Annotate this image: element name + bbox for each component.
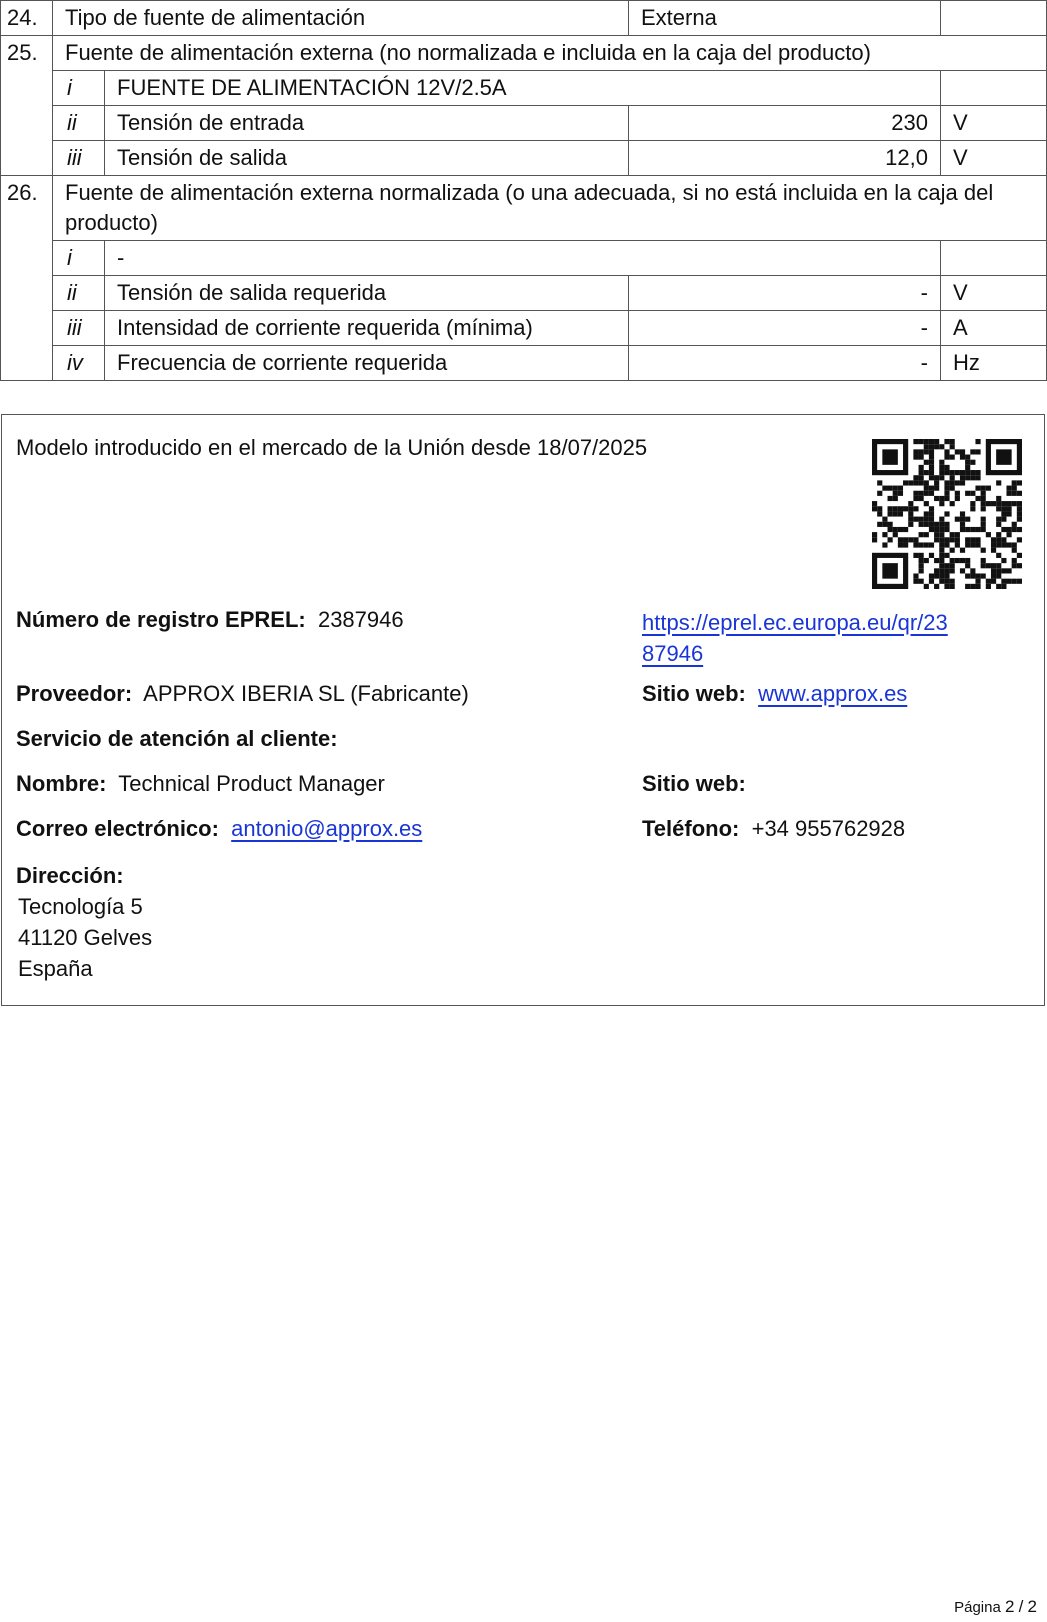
row-label: Tipo de fuente de alimentación (53, 1, 629, 36)
email-row (16, 816, 422, 842)
address-block (16, 860, 152, 984)
table-row-24 (1, 1, 1047, 36)
eprel-label: Número de registro EPREL: (16, 607, 306, 632)
row-unit (941, 1, 1047, 36)
table-row-26 (1, 176, 1047, 241)
subrow-value: - (629, 311, 941, 346)
eprel-url-line1[interactable]: https://eprel.ec.europa.eu/qr/23 (642, 610, 948, 635)
row-label: Fuente de alimentación externa normalizada (o una adecuada, si no está incluida en la caja del producto) (53, 176, 1047, 241)
row-number: 24. (1, 1, 53, 36)
subrow-index: iii (53, 311, 105, 346)
name-label: Nombre: (16, 771, 107, 796)
subrow-label: Intensidad de corriente requerida (mínima) (105, 311, 629, 346)
address-line: Tecnología 5 (18, 894, 143, 919)
subrow-label: Frecuencia de corriente requerida (105, 346, 629, 381)
subrow-index: ii (53, 106, 105, 141)
page-label: Página (954, 1599, 1001, 1616)
email-label: Correo electrónico: (16, 816, 219, 841)
eprel-link[interactable] (642, 607, 948, 669)
table-subrow (1, 346, 1047, 381)
email-link[interactable]: antonio@approx.es (231, 816, 423, 841)
subrow-value: 12,0 (629, 141, 941, 176)
website2-label: Sitio web: (642, 771, 746, 796)
subrow-label: Tensión de salida (105, 141, 629, 176)
row-number: 26. (1, 176, 53, 241)
subrow-index: iv (53, 346, 105, 381)
subrow-label: - (105, 241, 941, 276)
table-subrow (1, 311, 1047, 346)
phone-label: Teléfono: (642, 816, 740, 841)
website-label: Sitio web: (642, 681, 746, 706)
eprel-value: 2387946 (317, 607, 404, 632)
supplier-row (16, 681, 469, 707)
table-row-25 (1, 36, 1047, 71)
website-link[interactable]: www.approx.es (758, 681, 908, 706)
subrow-unit (941, 241, 1047, 276)
supplier-label: Proveedor: (16, 681, 133, 706)
supplier-value: APPROX IBERIA SL (Fabricante) (143, 681, 469, 706)
website-row (642, 681, 907, 707)
table-subrow (1, 241, 1047, 276)
subrow-value: 230 (629, 106, 941, 141)
page-current: 2 (1004, 1597, 1015, 1616)
subrow-unit: Hz (941, 346, 1047, 381)
qr-code-icon[interactable] (872, 439, 1022, 589)
subrow-label: Tensión de salida requerida (105, 276, 629, 311)
subrow-unit: V (941, 276, 1047, 311)
row-number: 25. (1, 36, 53, 71)
subrow-index: ii (53, 276, 105, 311)
address-line: 41120 Gelves (18, 925, 153, 950)
subrow-unit: V (941, 141, 1047, 176)
phone-value: +34 955762928 (751, 816, 906, 841)
subrow-index: i (53, 71, 105, 106)
table-subrow (1, 276, 1047, 311)
subrow-unit: A (941, 311, 1047, 346)
table-subrow (1, 106, 1047, 141)
subrow-unit: V (941, 106, 1047, 141)
subrow-label: Tensión de entrada (105, 106, 629, 141)
table-subrow (1, 141, 1047, 176)
eprel-row (16, 607, 404, 633)
phone-row (642, 816, 905, 842)
address-label: Dirección: (16, 863, 124, 888)
subrow-value: - (629, 346, 941, 381)
subrow-index: i (53, 241, 105, 276)
product-info-box (1, 414, 1045, 1006)
customer-service-heading: Servicio de atención al cliente: (16, 726, 338, 751)
page-footer: Página 2 / 2 (954, 1597, 1037, 1616)
row-value: Externa (629, 1, 941, 36)
contact-name-row (16, 771, 385, 797)
market-date-text: Modelo introducido en el mercado de la Unión desde 18/07/2025 (16, 435, 648, 460)
address-line: España (18, 956, 93, 981)
subrow-value: - (629, 276, 941, 311)
specs-table (0, 0, 1047, 381)
name-value: Technical Product Manager (118, 771, 385, 796)
row-label: Fuente de alimentación externa (no normalizada e incluida en la caja del producto) (53, 36, 1047, 71)
eprel-url-line2[interactable]: 87946 (642, 641, 704, 666)
page-total: 2 (1027, 1597, 1037, 1616)
subrow-unit (941, 71, 1047, 106)
table-subrow (1, 71, 1047, 106)
subrow-index: iii (53, 141, 105, 176)
subrow-label: FUENTE DE ALIMENTACIÓN 12V/2.5A (105, 71, 941, 106)
